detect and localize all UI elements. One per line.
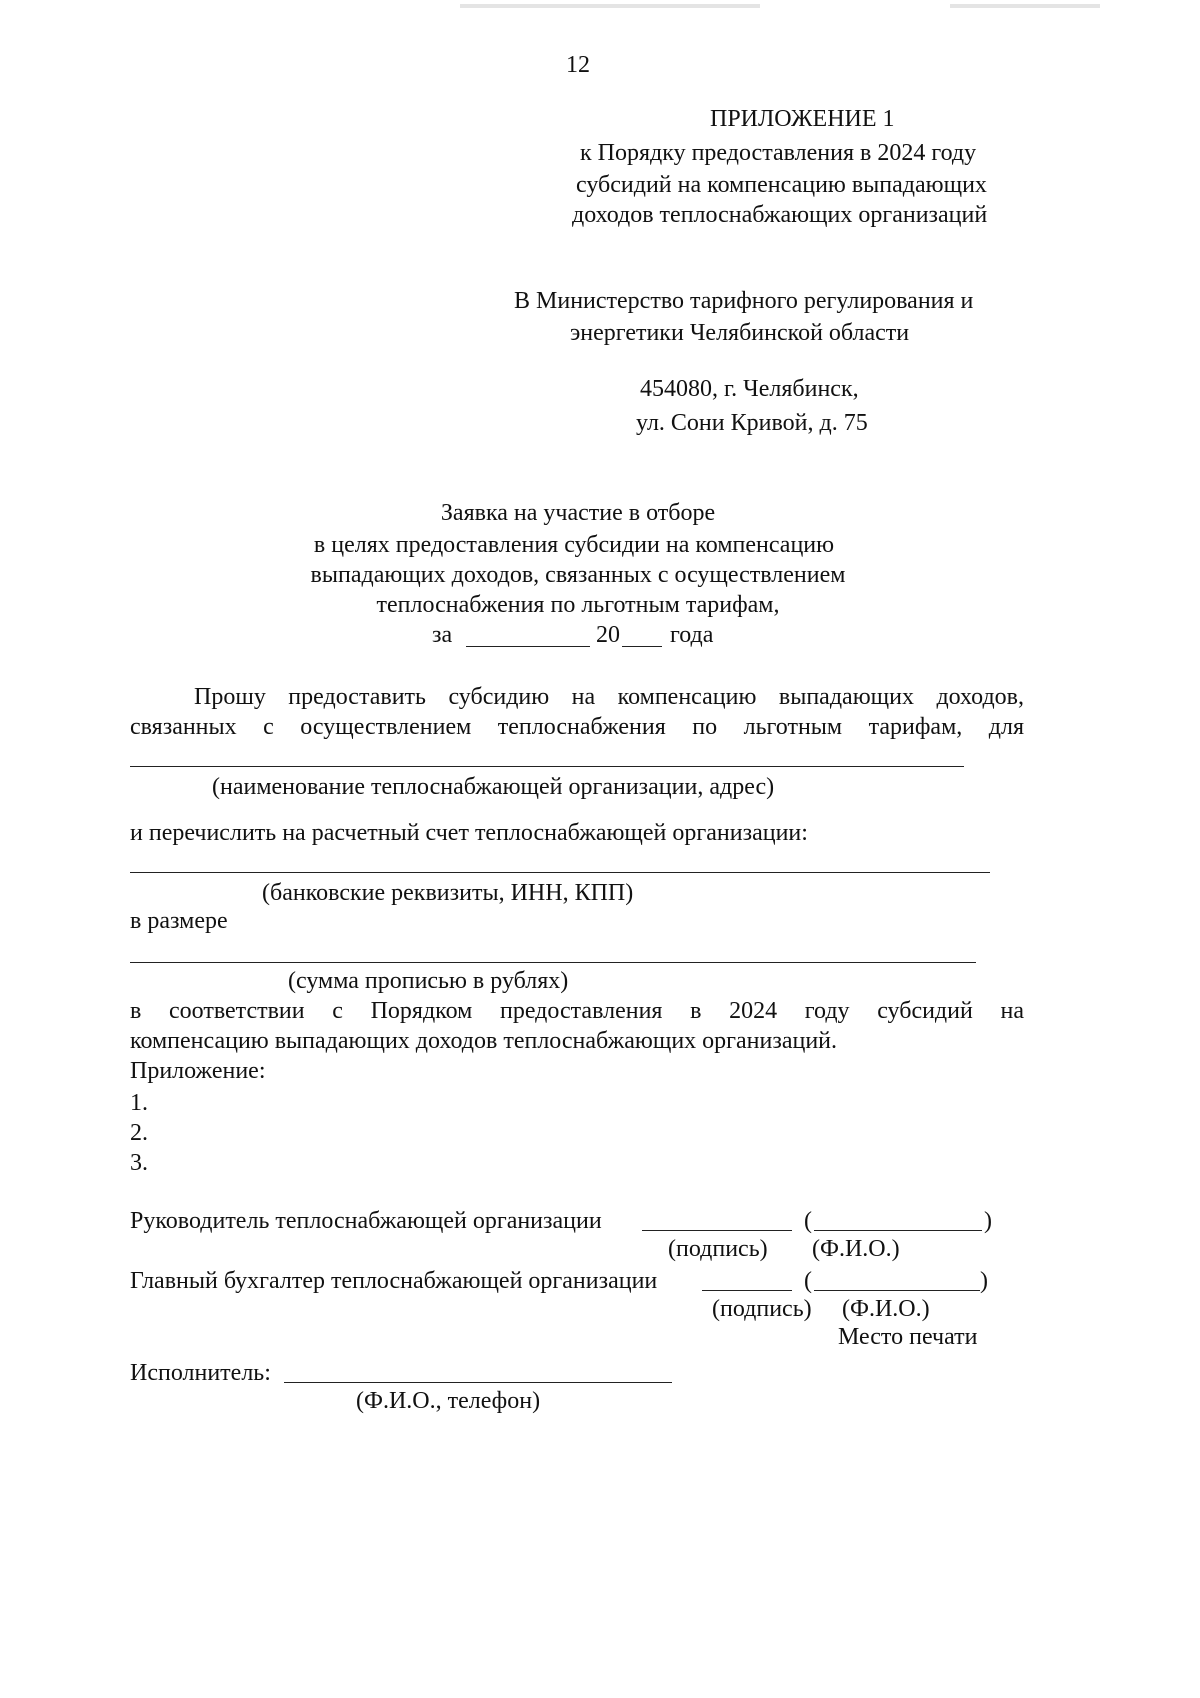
request-paragraph-line: связанных с осуществлением теплоснабжения по льготным тарифам, для [130, 714, 1024, 740]
application-title-line: Заявка на участие в отборе [440, 500, 716, 526]
application-title-line: в целях предоставления субсидии на компенсацию [313, 532, 835, 558]
head-close-paren: ) [984, 1208, 992, 1234]
attachment-item: 3. [130, 1150, 148, 1176]
amount-blank [130, 962, 976, 963]
amount-label: в размере [130, 908, 228, 934]
head-label: Руководитель теплоснабжающей организации [130, 1208, 602, 1234]
organization-caption: (наименование теплоснабжающей организации, адрес) [212, 774, 775, 800]
transfer-line: и перечислить на расчетный счет теплоснабжающей организации: [130, 820, 808, 846]
appendix-title: ПРИЛОЖЕНИЕ 1 [710, 106, 895, 132]
period-year-prefix: 20 [596, 622, 620, 648]
scan-artifact [950, 4, 1100, 8]
page-number: 12 [566, 52, 590, 78]
head-signature-blank [642, 1230, 792, 1231]
accordance-line: компенсацию выпадающих доходов теплоснабжающих организаций. [130, 1028, 838, 1054]
head-name-blank [814, 1230, 982, 1231]
period-month-blank [466, 646, 590, 647]
bank-details-caption: (банковские реквизиты, ИНН, КПП) [262, 880, 634, 906]
amount-caption: (сумма прописью в рублях) [288, 968, 569, 994]
application-title-line: теплоснабжения по льготным тарифам, [376, 592, 780, 618]
request-paragraph-line: Прошу предоставить субсидию на компенсацию выпадающих доходов, [194, 684, 1024, 710]
scan-artifact [460, 4, 760, 8]
executor-label: Исполнитель: [130, 1360, 271, 1386]
period-year-blank [622, 646, 662, 647]
head-name-caption: (Ф.И.О.) [812, 1236, 900, 1262]
application-title-line: выпадающих доходов, связанных с осуществлением [310, 562, 846, 588]
attachment-item: 1. [130, 1090, 148, 1116]
appendix-line: субсидий на компенсацию выпадающих [576, 172, 987, 198]
executor-caption: (Ф.И.О., телефон) [356, 1388, 541, 1414]
addressee-line: В Министерство тарифного регулирования и [514, 288, 974, 314]
accountant-name-blank [814, 1290, 980, 1291]
accountant-signature-blank [702, 1290, 792, 1291]
period-suffix: года [670, 622, 714, 648]
appendix-line: доходов теплоснабжающих организаций [572, 202, 988, 228]
address-line: 454080, г. Челябинск, [640, 376, 859, 402]
accountant-open-paren: ( [804, 1268, 812, 1294]
executor-blank [284, 1382, 672, 1383]
address-line: ул. Сони Кривой, д. 75 [636, 410, 868, 436]
appendix-line: к Порядку предоставления в 2024 году [580, 140, 977, 166]
organization-blank [130, 766, 964, 767]
period-prefix: за [432, 622, 453, 648]
accordance-line: в соответствии с Порядком предоставления в 2024 году субсидий на [130, 998, 1024, 1024]
accountant-name-caption: (Ф.И.О.) [842, 1296, 930, 1322]
bank-details-blank [130, 872, 990, 873]
accountant-close-paren: ) [980, 1268, 988, 1294]
stamp-place-label: Место печати [838, 1324, 978, 1350]
accountant-label: Главный бухгалтер теплоснабжающей организации [130, 1268, 658, 1294]
head-signature-caption: (подпись) [668, 1236, 768, 1262]
addressee-line: энергетики Челябинской области [570, 320, 910, 346]
attachments-label: Приложение: [130, 1058, 266, 1084]
accountant-signature-caption: (подпись) [712, 1296, 812, 1322]
head-open-paren: ( [804, 1208, 812, 1234]
attachment-item: 2. [130, 1120, 148, 1146]
